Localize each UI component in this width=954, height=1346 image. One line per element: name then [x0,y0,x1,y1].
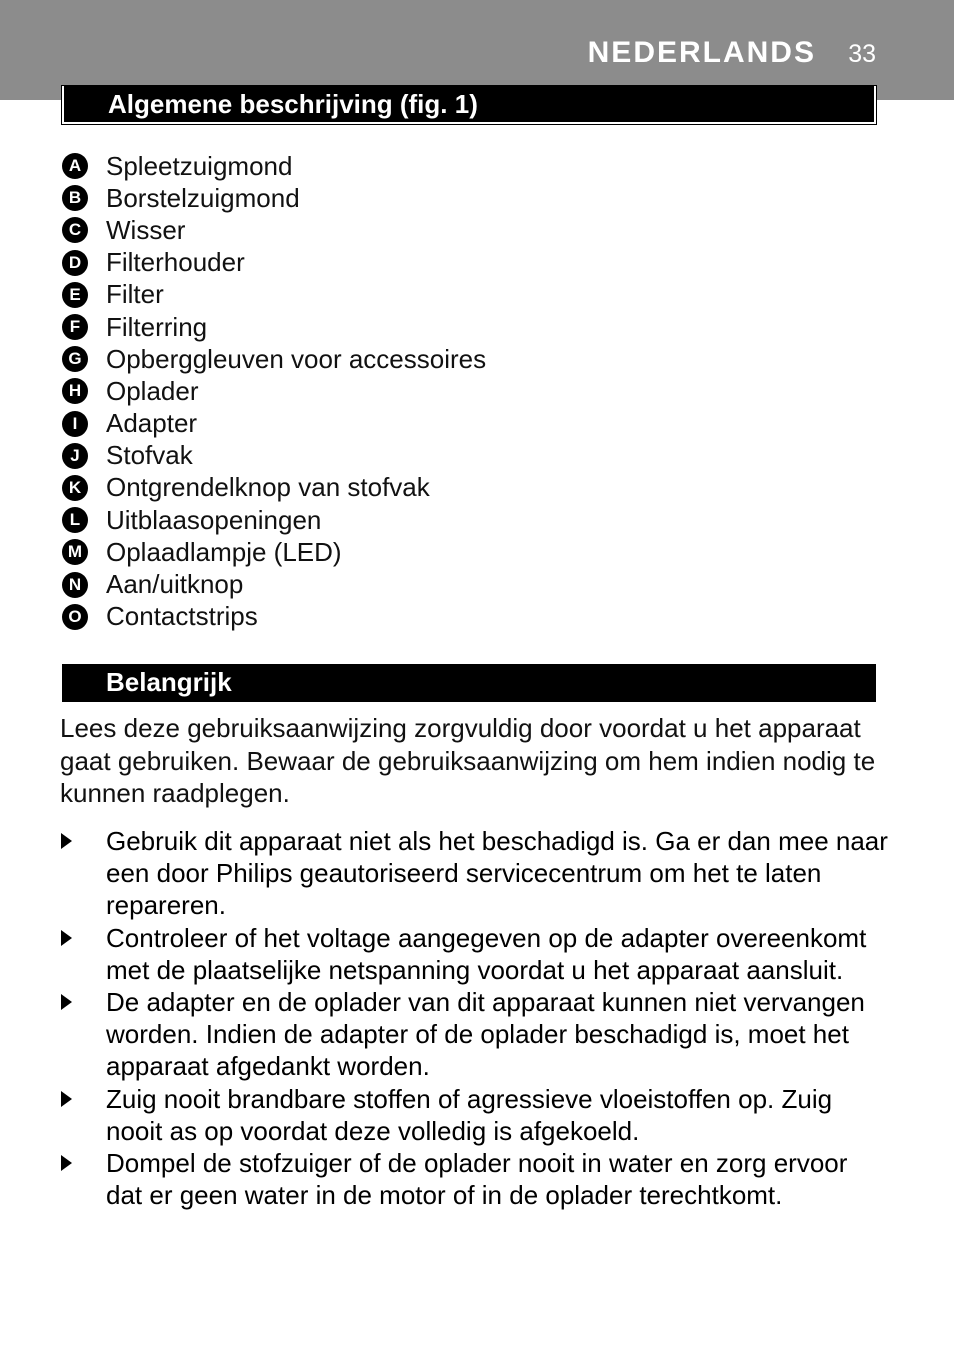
letter-badge: G [62,346,88,372]
page-number: 33 [848,40,876,68]
intro-paragraph: Lees deze gebruiksaanwijzing zorgvuldig door voordat u het apparaat gaat gebruiken. Bewaar de gebruiksaanwijzing om hem indien nodig te kunnen raadplegen. [60,713,876,808]
part-label: Wisser [106,214,186,245]
list-item [60,922,890,986]
letter-badge: L [62,507,88,533]
list-item [62,150,486,182]
list-item [62,568,486,600]
letter-badge: A [62,153,88,179]
warning-text: Controleer of het voltage aangegeven op de adapter overeenkomt met de plaatselijke netspanning voordat u het apparaat aansluit. [106,922,867,985]
part-label: Filterhouder [106,247,245,278]
letter-badge: F [62,314,88,340]
part-label: Filterring [106,311,208,342]
parts-list [62,150,486,633]
letter-badge: B [62,185,88,211]
letter-badge: I [62,411,88,437]
header-language: NEDERLANDS [587,36,816,69]
list-item [62,343,486,375]
warning-list [60,825,890,1211]
list-item [62,536,486,568]
bullet-arrow-icon [61,1091,72,1107]
part-label: Ontgrendelknop van stofvak [106,472,430,503]
list-item [60,825,890,922]
part-label: Spleetzuigmond [106,150,293,181]
letter-badge: D [62,250,88,276]
list-item [62,214,486,246]
list-item [62,311,486,343]
letter-badge: N [62,572,88,598]
letter-badge: C [62,217,88,243]
letter-badge: J [62,443,88,469]
list-item [60,1147,890,1211]
part-label: Stofvak [106,440,193,471]
section-bar-description [62,86,876,124]
part-label: Aan/uitknop [106,569,244,600]
section-title-important: Belangrijk [106,667,232,697]
list-item [62,472,486,504]
bullet-arrow-icon [61,833,72,849]
list-item [62,601,486,633]
bullet-arrow-icon [61,994,72,1010]
bullet-arrow-icon [61,930,72,946]
letter-badge: H [62,378,88,404]
list-item [60,986,890,1083]
letter-badge: E [62,282,88,308]
list-item [62,247,486,279]
list-item [60,1083,890,1147]
warning-text: Zuig nooit brandbare stoffen of agressieve vloeistoffen op. Zuig nooit as op voordat deze volledig is afgekoeld. [106,1083,833,1146]
section-bar-important [62,664,876,702]
warning-text: Gebruik dit apparaat niet als het beschadigd is. Ga er dan mee naar een door Philips geautoriseerd servicecentrum om het te laten repareren. [106,826,888,921]
header-band [0,0,954,100]
list-item [62,504,486,536]
bullet-arrow-icon [61,1155,72,1171]
letter-badge: K [62,475,88,501]
part-label: Filter [106,279,164,310]
list-item [62,408,486,440]
part-label: Opberggleuven voor accessoires [106,343,487,374]
letter-badge: O [62,604,88,630]
letter-badge: M [62,539,88,565]
list-item [62,182,486,214]
warning-text: Dompel de stofzuiger of de oplader nooit in water en zorg ervoor dat er geen water in de motor of in de oplader terechtkomt. [106,1148,848,1211]
part-label: Contactstrips [106,601,258,632]
part-label: Uitblaasopeningen [106,504,322,535]
list-item [62,375,486,407]
part-label: Borstelzuigmond [106,182,300,213]
warning-text: De adapter en de oplader van dit apparaat kunnen niet vervangen worden. Indien de adapter of de oplader beschadigd is, moet het apparaat afgedankt worden. [106,987,865,1082]
list-item [62,440,486,472]
part-label: Oplaadlampje (LED) [106,536,342,567]
section-title-description: Algemene beschrijving (fig. 1) [108,89,478,119]
part-label: Adapter [106,408,198,439]
part-label: Oplader [106,375,199,406]
list-item [62,279,486,311]
